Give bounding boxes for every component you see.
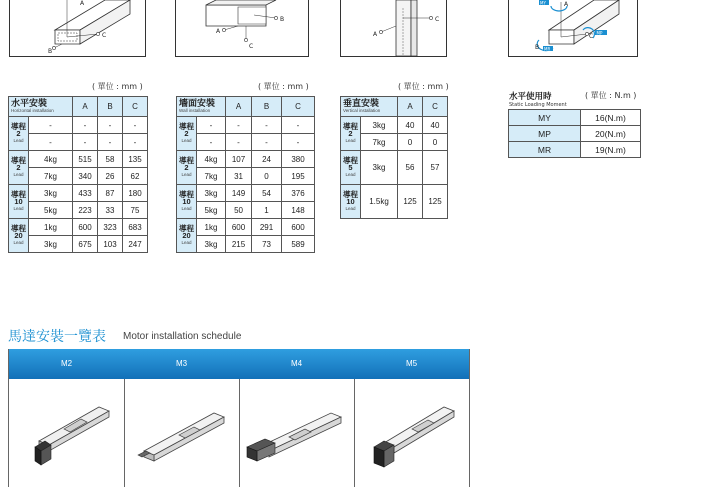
value-cell: -	[123, 134, 148, 151]
diagram-label: C	[249, 43, 254, 50]
motor-m2-image	[9, 389, 124, 479]
unit-label-moment: ( 單位 : N.m )	[585, 91, 637, 100]
diagram-label: C	[589, 33, 594, 40]
column-header: A	[73, 97, 98, 117]
column-header: A	[226, 97, 252, 117]
weight-cell: 3kg	[361, 117, 398, 134]
motor-m4-image	[239, 389, 354, 479]
diagram-wall	[175, 0, 309, 57]
lead-cell: 導程 2 Lead	[9, 151, 29, 185]
value-cell: 26	[98, 168, 123, 185]
motor-column-m2	[9, 349, 125, 487]
weight-cell: 4kg	[197, 151, 226, 168]
value-cell: 0	[398, 134, 423, 151]
value-cell: 600	[282, 219, 315, 236]
weight-cell: 5kg	[29, 202, 73, 219]
value-cell: 215	[226, 236, 252, 253]
moment-title: 水平使用時	[509, 92, 552, 102]
motor-column-header: M4	[239, 349, 354, 379]
value-cell: 600	[73, 219, 98, 236]
weight-cell: 4kg	[29, 151, 73, 168]
value-cell: 31	[226, 168, 252, 185]
column-header: B	[98, 97, 123, 117]
value-cell: 195	[282, 168, 315, 185]
weight-cell: 7kg	[361, 134, 398, 151]
value-cell: 433	[73, 185, 98, 202]
lead-cell: 導程 2 Lead	[177, 117, 197, 151]
value-cell: 75	[123, 202, 148, 219]
value-cell: -	[73, 134, 98, 151]
weight-cell: 7kg	[197, 168, 226, 185]
value-cell: -	[226, 117, 252, 134]
value-cell: 54	[252, 185, 282, 202]
motor-m5-image	[354, 389, 469, 479]
lead-cell: 導程 20 Lead	[177, 219, 197, 253]
value-cell: 149	[226, 185, 252, 202]
moment-value: 16(N.m)	[581, 110, 641, 126]
value-cell: 0	[423, 134, 448, 151]
value-cell: 180	[123, 185, 148, 202]
moment-key: MR	[509, 142, 581, 158]
lead-cell: 導程 2 Lead	[177, 151, 197, 185]
moment-key: MY	[509, 110, 581, 126]
value-cell: -	[252, 134, 282, 151]
value-cell: 87	[98, 185, 123, 202]
value-cell: 589	[282, 236, 315, 253]
value-cell: 675	[73, 236, 98, 253]
value-cell: 247	[123, 236, 148, 253]
value-cell: 40	[423, 117, 448, 134]
value-cell: 323	[98, 219, 123, 236]
weight-cell: 7kg	[29, 168, 73, 185]
weight-cell: 1.5kg	[361, 185, 398, 219]
motor-m3-image	[124, 389, 239, 479]
value-cell: 125	[398, 185, 423, 219]
value-cell: 58	[98, 151, 123, 168]
weight-cell: 3kg	[197, 185, 226, 202]
value-cell: 380	[282, 151, 315, 168]
weight-cell: -	[29, 117, 73, 134]
value-cell: -	[123, 117, 148, 134]
diagram-vertical	[340, 0, 447, 57]
value-cell: -	[98, 134, 123, 151]
diagram-horizontal	[9, 0, 146, 57]
column-header: C	[423, 97, 448, 117]
value-cell: 33	[98, 202, 123, 219]
diagram-label: C	[102, 32, 107, 39]
vertical-load-table	[340, 96, 448, 219]
value-cell: 515	[73, 151, 98, 168]
diagram-label: B	[48, 48, 53, 55]
unit-label-horizontal: ( 單位 : mm )	[92, 82, 143, 91]
value-cell: 135	[123, 151, 148, 168]
diagram-label: A	[216, 28, 221, 35]
table-header: 墻面安裝 Wall installation	[177, 97, 226, 117]
lead-cell: 導程 10 Lead	[341, 185, 361, 219]
column-header: C	[282, 97, 315, 117]
motor-schedule-grid	[8, 349, 471, 487]
table-header: 垂直安裝 Vertical installation	[341, 97, 398, 117]
value-cell: -	[282, 117, 315, 134]
diagram-label: A	[373, 31, 378, 38]
value-cell: 340	[73, 168, 98, 185]
weight-cell: 5kg	[197, 202, 226, 219]
lead-cell: 導程 20 Lead	[9, 219, 29, 253]
moment-subtitle: Static Loading Moment	[509, 102, 567, 108]
motor-column-header: M2	[9, 349, 124, 379]
diagram-label: B	[280, 16, 285, 23]
value-cell: 0	[252, 168, 282, 185]
motor-column-header: M3	[124, 349, 239, 379]
value-cell: 600	[226, 219, 252, 236]
value-cell: 24	[252, 151, 282, 168]
diagram-label: MP	[596, 30, 603, 36]
unit-label-vertical: ( 單位 : mm )	[398, 82, 449, 91]
horizontal-load-table	[8, 96, 148, 253]
motor-column-m5	[354, 349, 470, 487]
weight-cell: -	[197, 117, 226, 134]
column-header: B	[252, 97, 282, 117]
weight-cell: 3kg	[197, 236, 226, 253]
value-cell: 125	[423, 185, 448, 219]
lead-cell: 導程 10 Lead	[177, 185, 197, 219]
weight-cell: 3kg	[29, 185, 73, 202]
value-cell: 376	[282, 185, 315, 202]
value-cell: 56	[398, 151, 423, 185]
value-cell: 57	[423, 151, 448, 185]
diagram-moment	[508, 0, 638, 57]
moment-table	[508, 109, 641, 158]
moment-key: MP	[509, 126, 581, 142]
moment-value: 19(N.m)	[581, 142, 641, 158]
lead-cell: 導程 2 Lead	[341, 117, 361, 151]
weight-cell: 3kg	[361, 151, 398, 185]
value-cell: -	[98, 117, 123, 134]
weight-cell: 1kg	[197, 219, 226, 236]
unit-label-wall: ( 單位 : mm )	[258, 82, 309, 91]
value-cell: 1	[252, 202, 282, 219]
value-cell: 103	[98, 236, 123, 253]
diagram-label: B	[535, 44, 540, 51]
lead-cell: 導程 10 Lead	[9, 185, 29, 219]
value-cell: 148	[282, 202, 315, 219]
value-cell: 107	[226, 151, 252, 168]
value-cell: 223	[73, 202, 98, 219]
weight-cell: -	[29, 134, 73, 151]
value-cell: 291	[252, 219, 282, 236]
table-header: 水平安裝 Horizontal installation	[9, 97, 73, 117]
column-header: A	[398, 97, 423, 117]
column-header: C	[123, 97, 148, 117]
value-cell: 40	[398, 117, 423, 134]
weight-cell: -	[197, 134, 226, 151]
motor-column-m4	[239, 349, 355, 487]
value-cell: -	[73, 117, 98, 134]
value-cell: 683	[123, 219, 148, 236]
diagram-label: MR	[544, 46, 551, 52]
lead-cell: 導程 5 Lead	[341, 151, 361, 185]
motor-column-header: M5	[354, 349, 469, 379]
value-cell: 62	[123, 168, 148, 185]
diagram-label: MY	[540, 0, 546, 6]
motor-column-m3	[124, 349, 240, 487]
value-cell: 50	[226, 202, 252, 219]
value-cell: -	[252, 117, 282, 134]
diagram-label: C	[435, 16, 440, 23]
moment-value: 20(N.m)	[581, 126, 641, 142]
motor-section-title: 馬達安裝一覽表	[8, 329, 106, 345]
lead-cell: 導程 2 Lead	[9, 117, 29, 151]
diagram-label: A	[564, 1, 569, 8]
diagram-label: A	[80, 0, 85, 7]
value-cell: 73	[252, 236, 282, 253]
wall-load-table	[176, 96, 315, 253]
motor-section-subtitle: Motor installation schedule	[123, 331, 242, 342]
weight-cell: 3kg	[29, 236, 73, 253]
weight-cell: 1kg	[29, 219, 73, 236]
value-cell: -	[226, 134, 252, 151]
value-cell: -	[282, 134, 315, 151]
